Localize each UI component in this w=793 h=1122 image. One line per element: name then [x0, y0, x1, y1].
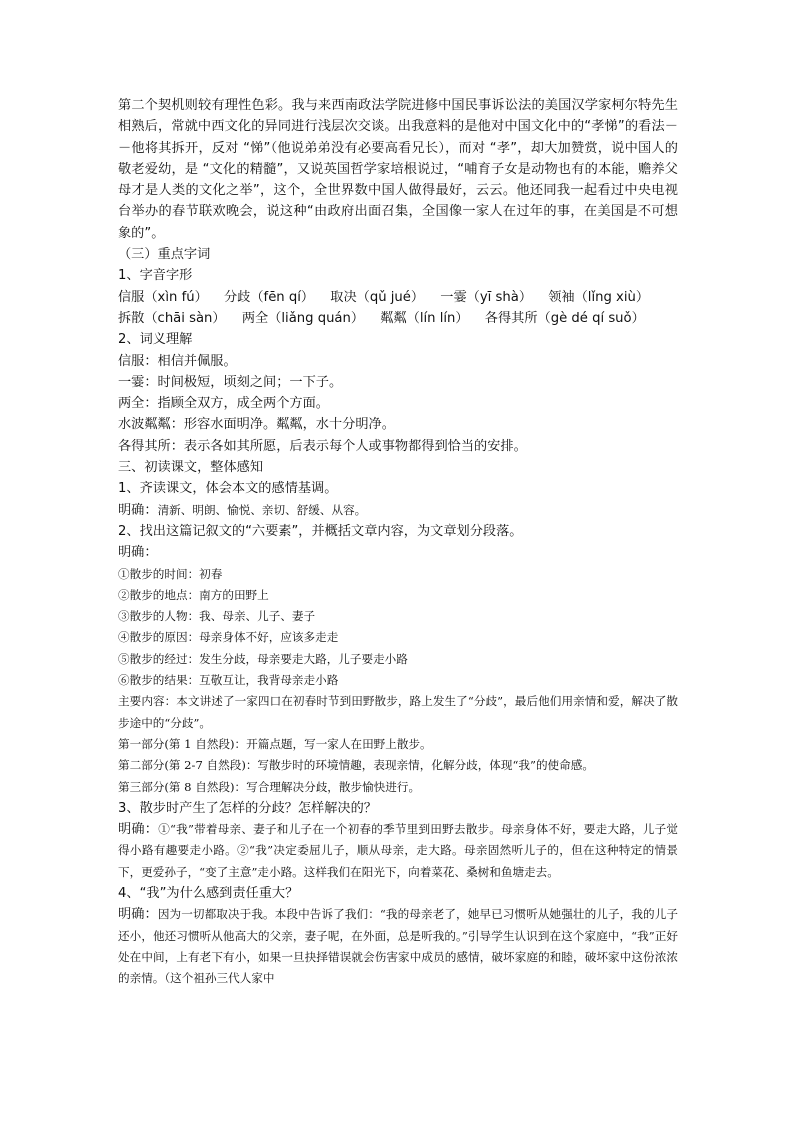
vocab-heading: （三）重点字词	[118, 247, 211, 263]
pinyin-item: 粼粼（lín lín）	[380, 310, 469, 326]
answer-label: 明确：	[118, 822, 159, 838]
pinyin-item: 分歧（fēn qí）	[223, 289, 315, 305]
answer-label: 明确：	[118, 907, 158, 923]
intro-paragraph: 第二个契机则较有理性色彩。我与来西南政法学院进修中国民事诉讼法的美国汉学家柯尔特先生相熟后，常就中西文化的异同进行浅层次交谈。出我意料的是他对中国文化中的“孝悌”的看法－－他将其拆开，反对 “悌”（他说弟弟没有必要高看兄长），而对 “孝”，却大加赞赏，说中国人的敬老爱幼，是 “文化的精髓”，又说英国哲学家培根说过，“哺育子女是动物也有的本能，赡养父母才是人类的文化之举”，这个，全世界数中国人做得最好，云云。他还同我一起看过中央电视台举办的春节联欢晚会，说这种“由政府出面召集，全国像一家人在过年的事，在美国是不可想象的”。	[118, 98, 678, 241]
definition-line: 一霎：时间极短，顷刻之间；一下子。	[118, 374, 343, 390]
pinyin-item: 取决（qǔ jué）	[330, 289, 425, 305]
answer-3	[118, 819, 678, 883]
pinyin-item: 各得其所（gè dé qí suǒ）	[484, 310, 645, 326]
definition-line: 信服：相信并佩服。	[118, 353, 237, 369]
definition-line: 水波粼粼：形容水面明净。粼粼，水十分明净。	[118, 417, 395, 433]
answer-4	[118, 904, 678, 989]
element-item: ②散步的地点：南方的田野上	[118, 587, 269, 602]
answer-text: ①“我”带着母亲、妻子和儿子在一个初春的季节里到田野去散步。母亲身体不好，要走大路，儿子觉得小路有趣要走小路。②“我”决定委屈儿子，顺从母亲，走大路。母亲固然听儿子的，但在这种特定的情景下，更爱孙子，“变了主意”走小路。这样我们在阳光下，向着菜花、桑树和鱼塘走去。	[118, 822, 679, 879]
part-3: 第三部分(第 8 自然段)：写合理解决分歧，散步愉快进行。	[118, 779, 421, 794]
element-item: ④散步的原因：母亲身体不好，应该多走走	[118, 630, 339, 645]
section-heading: 三、初读课文，整体感知	[118, 460, 264, 476]
question-2: 2、找出这篇记叙文的“六要素”，并概括文章内容，为文章划分段落。	[118, 523, 523, 539]
definition-line: 各得其所：表示各如其所愿，后表示每个人或事物都得到恰当的安排。	[118, 438, 527, 454]
question-1: 1、齐读课文，体会本文的感情基调。	[118, 481, 338, 497]
answer-text: 因为一切都取决于我。本段中告诉了我们：“我的母亲老了，她早已习惯听从她强壮的儿子，我的儿子还小，他还习惯听从他高大的父亲，妻子呢，在外面，总是听我的。”引导学生认识到在这个家庭中，“我”正好处在中间，上有老下有小，如果一旦抉择错误就会伤害家中成员的感情，破坏家庭的和睦，破坏家中这份浓浓的亲情。（这个祖孙三代人家中	[118, 907, 678, 986]
element-item: ③散步的人物：我、母亲、儿子、妻子	[118, 609, 316, 624]
pinyin-item: 拆散（chāi sàn）	[118, 310, 226, 326]
answer-1	[118, 500, 678, 521]
answer-label: 明确：	[118, 502, 158, 518]
pinyin-row-2	[118, 308, 678, 329]
question-3: 3、散步时产生了怎样的分歧？怎样解决的？	[118, 800, 377, 816]
answer-text: 清新、明朗、愉悦、亲切、舒缓、从容。	[157, 502, 367, 517]
pinyin-row-1	[118, 287, 678, 308]
element-item: ①散步的时间：初春	[118, 566, 223, 581]
document-page	[118, 95, 678, 989]
main-content: 主要内容：本文讲述了一家四口在初春时节到田野散步，路上发生了“分歧”，最后他们用亲情和爱，解决了散步途中的“分歧”。	[118, 694, 678, 730]
part-2: 第二部分(第 2-7 自然段)：写散步时的环境情趣，表现亲情，化解分歧，体现“我”的使命感。	[118, 758, 594, 773]
pinyin-item: 一霎（yī shà）	[440, 289, 533, 305]
definition-line: 两全：指顾全双方，成全两个方面。	[118, 396, 329, 412]
pinyin-item: 两全（liǎng quán）	[241, 310, 365, 326]
pinyin-item: 领袖（lǐng xiù）	[548, 289, 650, 305]
pinyin-item: 信服（xìn fú）	[118, 289, 208, 305]
element-item: ⑤散步的经过：发生分歧，母亲要走大路，儿子要走小路	[118, 651, 408, 666]
answer-label: 明确：	[118, 545, 158, 561]
vocab-sub-meaning: 2、词义理解	[118, 332, 193, 348]
element-item: ⑥散步的结果：互敬互让，我背母亲走小路	[118, 673, 339, 688]
vocab-sub-pronunciation: 1、字音字形	[118, 268, 193, 284]
part-1: 第一部分(第 1 自然段)：开篇点题，写一家人在田野上散步。	[118, 736, 432, 751]
question-4: 4、“我”为什么感到责任重大？	[118, 885, 299, 901]
